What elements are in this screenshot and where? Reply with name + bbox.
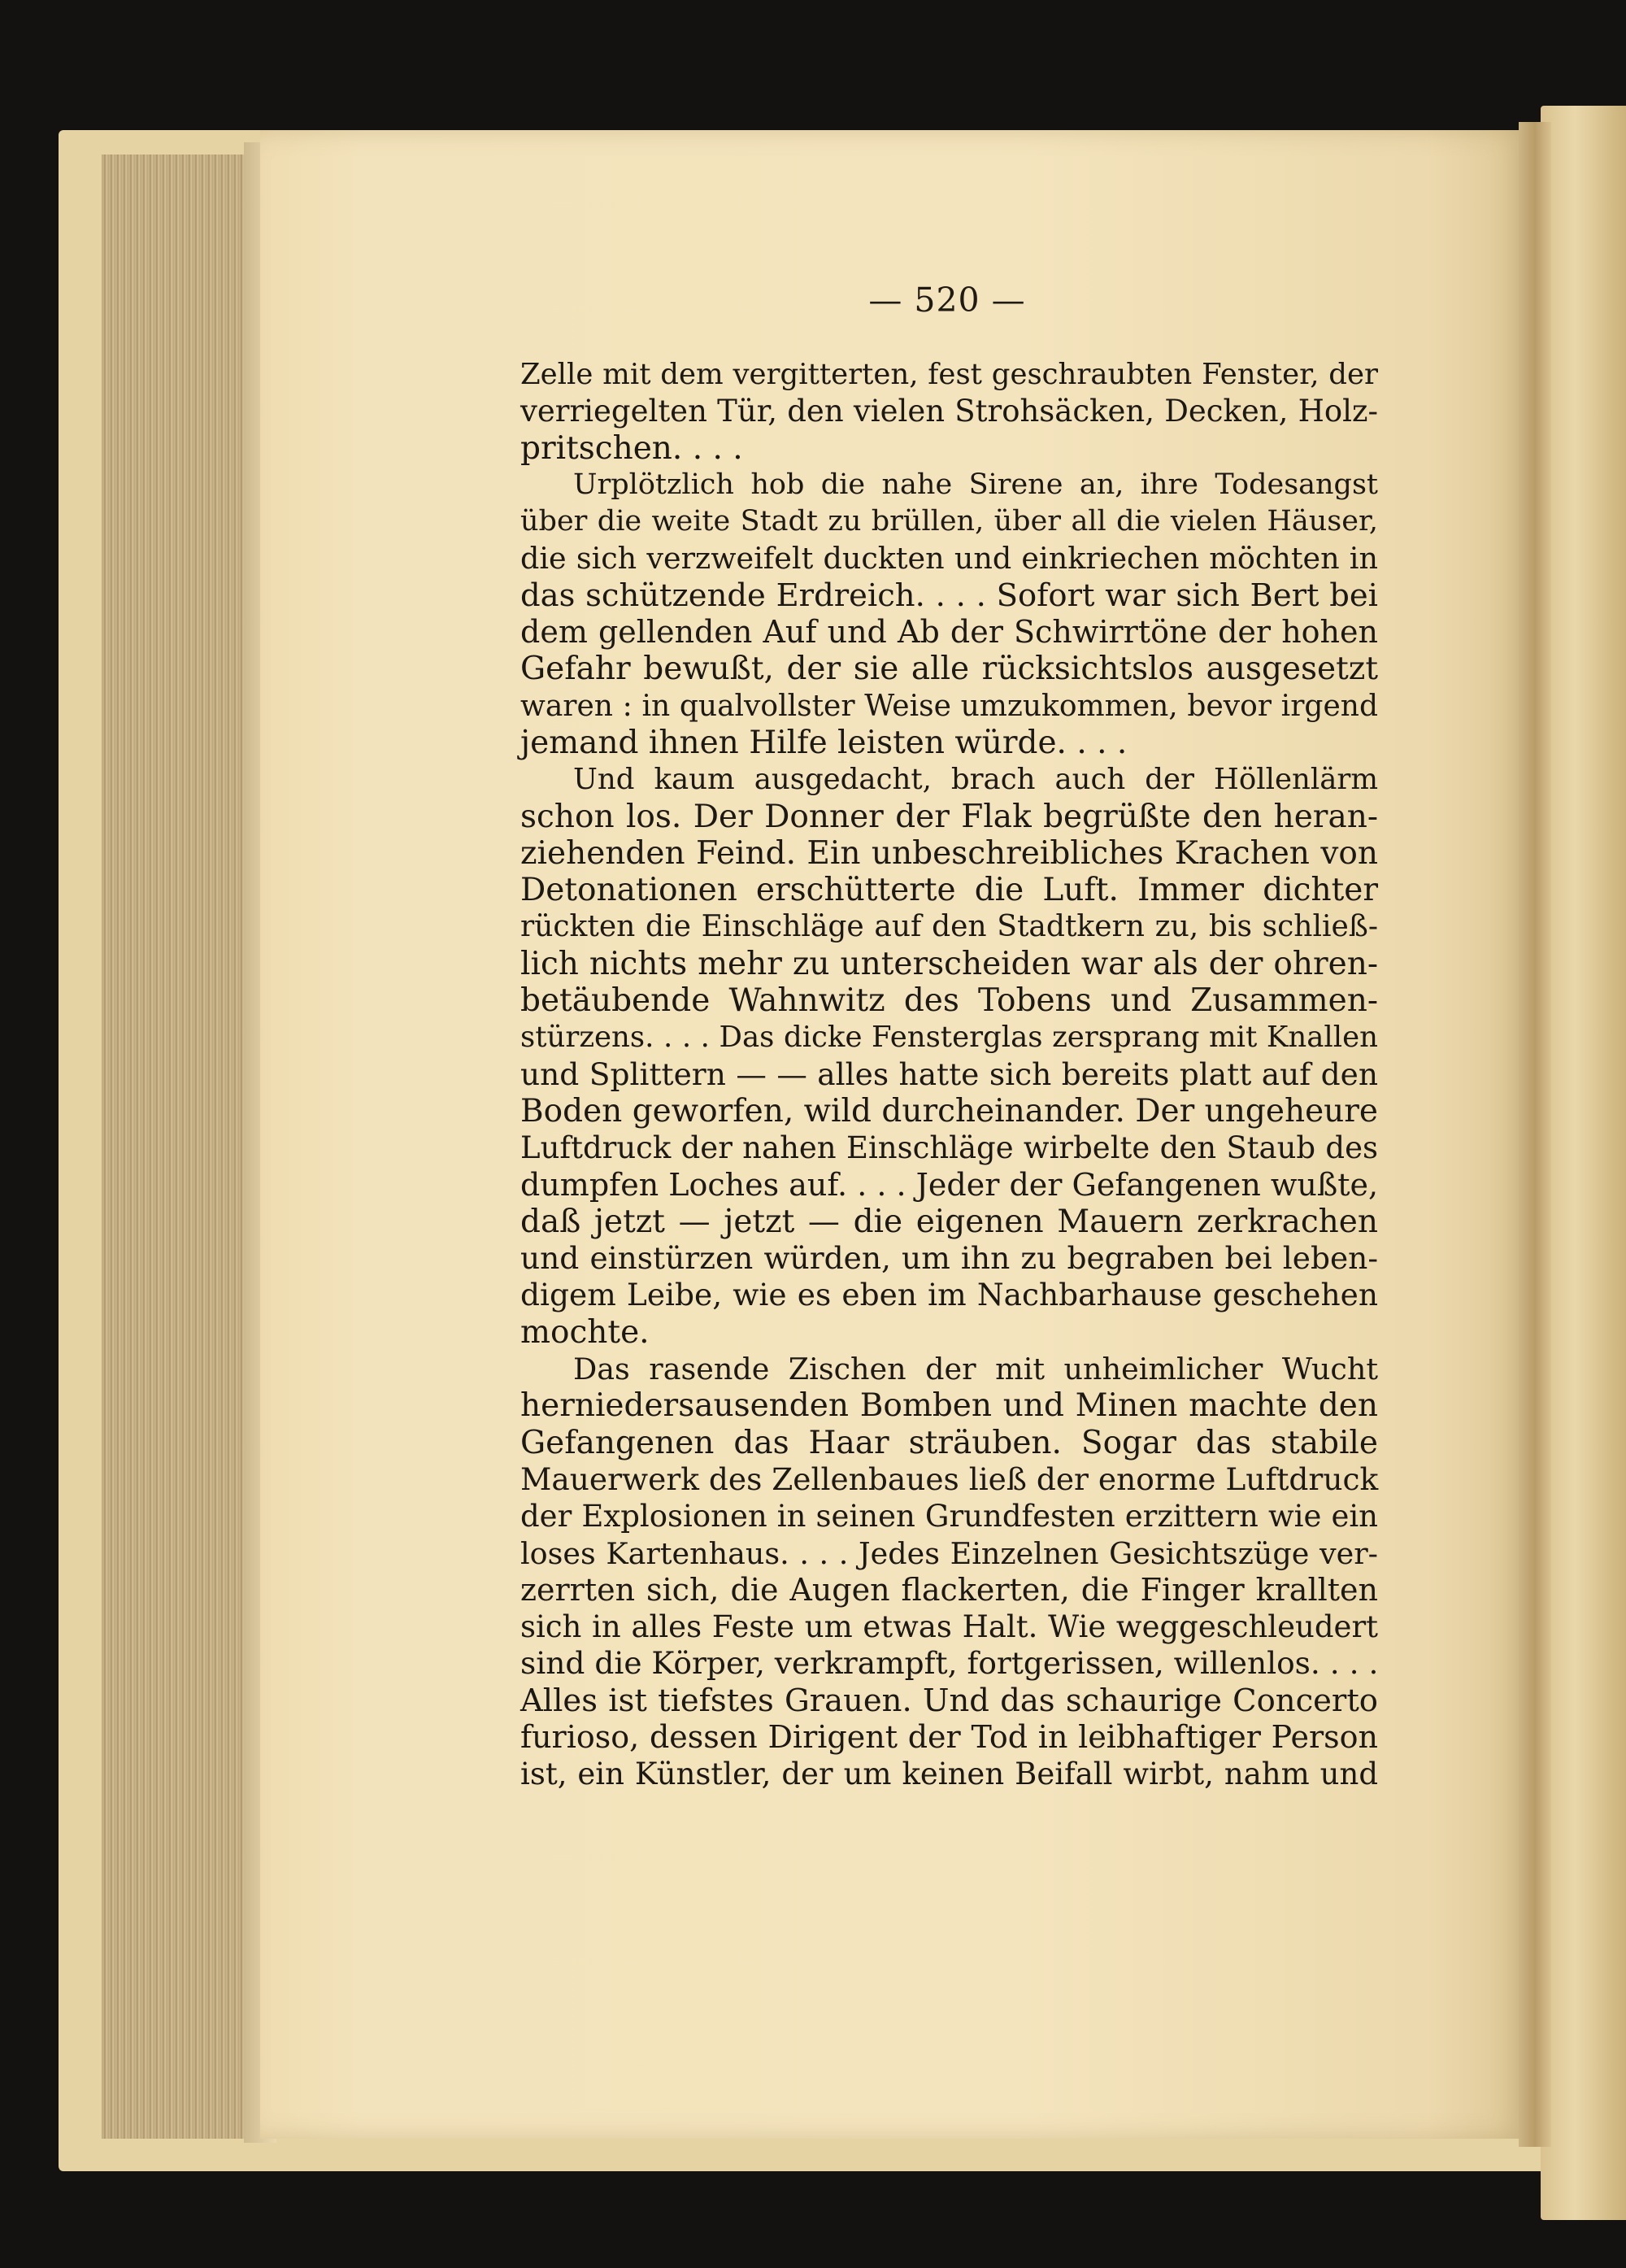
text-line: sind die Körper, verkrampft, fortgerissen, willenlos. . . . — [520, 1645, 1379, 1682]
text-line: verriegelten Tür, den vielen Strohsäcken, Decken, Holz- — [520, 394, 1378, 429]
text-line: rückten die Einschläge auf den Stadtkern zu, bis schließ- — [520, 910, 1378, 944]
text-line: das schützende Erdreich. . . . Sofort war sich Bert bei — [520, 577, 1378, 614]
text-line: Mauerwerk des Zellenbaues ließ der enorme Luftdruck — [520, 1460, 1379, 1497]
text-line: Boden geworfen, wild durcheinander. Der ungeheure — [520, 1092, 1378, 1130]
text-line: Das rasende Zischen der mit unheimlicher Wucht — [573, 1352, 1378, 1387]
text-line: und Splittern — — alles hatte sich bereits platt auf den — [520, 1056, 1378, 1092]
text-line: waren : in qualvollster Weise umzukommen, bevor irgend — [520, 689, 1378, 723]
text-line: Urplötzlich hob die nahe Sirene an, ihre Todesangst — [573, 468, 1378, 501]
page-stack-edge — [102, 155, 264, 2139]
text-line: dem gellenden Auf und Ab der Schwirrtöne der hohen — [520, 614, 1378, 651]
text-line: die sich verzweifelt duckten und einkriechen möchten in — [520, 541, 1378, 577]
text-line: mochte. — [520, 1313, 650, 1351]
text-line: schon los. Der Donner der Flak begrüßte den heran- — [520, 798, 1378, 835]
text-line: über die weite Stadt zu brüllen, über all die vielen Häuser, — [520, 505, 1378, 538]
text-line: herniedersausenden Bomben und Minen machte den — [520, 1387, 1378, 1425]
text-line: Zelle mit dem vergitterten, fest geschraubten Fenster, der — [520, 358, 1378, 391]
book-gutter — [1519, 122, 1551, 2147]
text-line: Gefangenen das Haar sträuben. Sogar das stabile — [520, 1424, 1378, 1461]
text-line: jemand ihnen Hilfe leisten würde. . . . — [520, 724, 1128, 761]
text-line: pritschen. . . . — [520, 429, 743, 467]
text-line: dumpfen Loches auf. . . . Jeder der Gefangenen wußte, — [520, 1166, 1379, 1203]
text-line: ziehenden Feind. Ein unbeschreibliches Krachen von — [520, 834, 1378, 872]
text-line: furioso, dessen Dirigent der Tod in leibhaftiger Person — [520, 1718, 1378, 1755]
text-line: und einstürzen würden, um ihn zu begraben bei leben- — [520, 1240, 1378, 1277]
text-line: Luftdruck der nahen Einschläge wirbelte den Staub des — [520, 1130, 1378, 1166]
text-line: ist, ein Künstler, der um keinen Beifall wirbt, nahm und — [520, 1757, 1378, 1792]
text-line: daß jetzt — jetzt — die eigenen Mauern zerkrachen — [520, 1203, 1378, 1240]
text-line: digem Leibe, wie es eben im Nachbarhause geschehen — [520, 1277, 1378, 1313]
text-line: lich nichts mehr zu unterscheiden war als der ohren- — [520, 945, 1378, 982]
text-line: Und kaum ausgedacht, brach auch der Höllenlärm — [573, 763, 1378, 797]
text-line: loses Kartenhaus. . . . Jedes Einzelnen Gesichtszüge ver- — [520, 1535, 1378, 1571]
text-line: Gefahr bewußt, der sie alle rücksichtslos ausgesetzt — [520, 651, 1378, 688]
text-line: betäubende Wahnwitz des Tobens und Zusammen- — [520, 982, 1378, 1020]
text-line: der Explosionen in seinen Grundfesten erzittern wie ein — [520, 1499, 1378, 1534]
text-line: zerrten sich, die Augen flackerten, die Finger krallten — [520, 1571, 1378, 1608]
text-line: Detonationen erschütterte die Luft. Immer dichter — [520, 872, 1378, 909]
text-line: Alles ist tiefstes Grauen. Und das schaurige Concerto — [520, 1682, 1378, 1719]
facing-page-edge — [1541, 106, 1626, 2220]
page-number: — 520 — — [868, 281, 1026, 320]
text-line: stürzens. . . . Das dicke Fensterglas zersprang mit Knallen — [520, 1021, 1378, 1055]
text-line: sich in alles Feste um etwas Halt. Wie weggeschleudert — [520, 1609, 1378, 1645]
body-text — [520, 356, 1378, 1793]
